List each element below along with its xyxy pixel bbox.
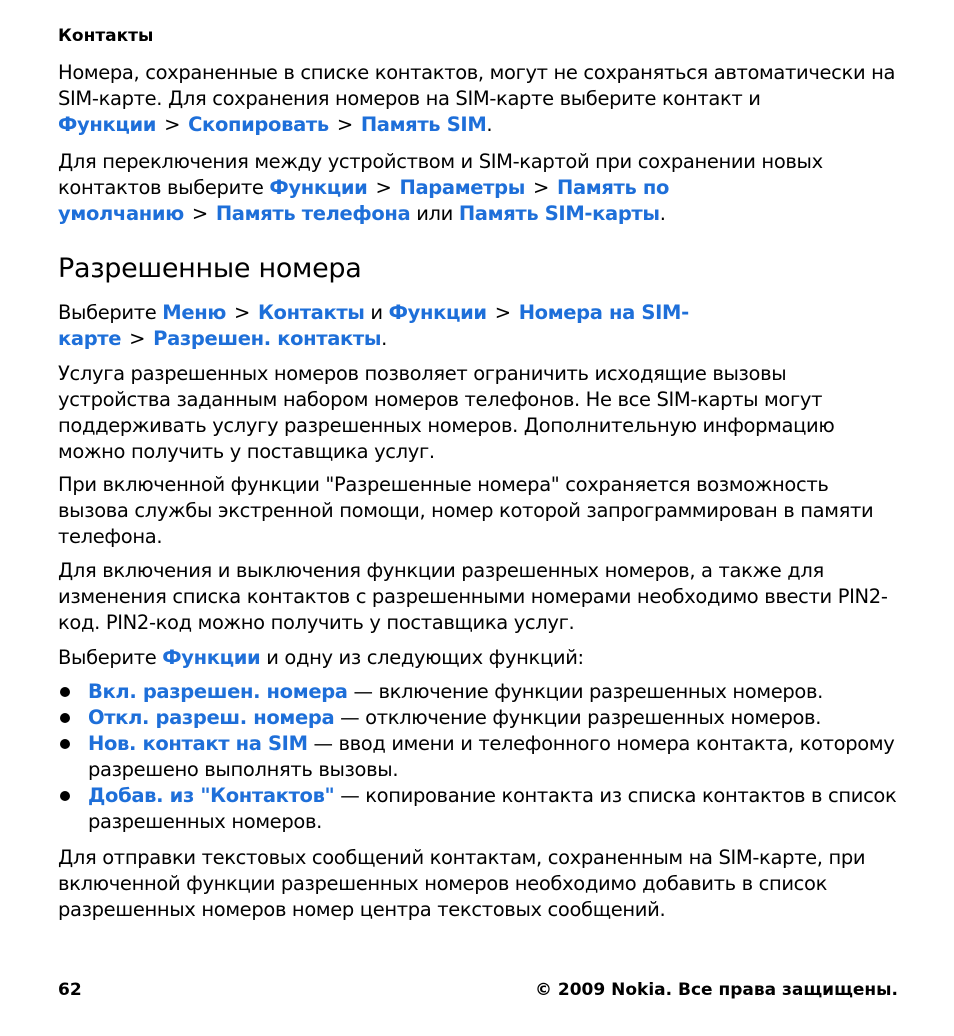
menu-path-functions: Функции <box>269 176 368 199</box>
function-label: Вкл. разрешен. номера <box>88 680 348 703</box>
paragraph-service-description: Услуга разрешенных номеров позволяет ограничить исходящие вызовы устройства заданным набором номеров телефонов. Не все SIM-карты могут поддерживать услугу разрешенных номеров. Дополнительную информацию можно получить у поставщика услуг. <box>58 362 835 463</box>
paragraph-text: Для переключения между устройством и SIM-картой при сохранении новых контактов выберите <box>58 150 823 199</box>
menu-separator: > <box>494 301 511 324</box>
paragraph-text: и <box>364 301 389 324</box>
menu-separator: > <box>336 113 353 136</box>
bullet-dot <box>60 739 70 749</box>
paragraph-text: Номера, сохраненные в списке контактов, могут не сохраняться автоматически на SIM-карте. Для сохранения номеров на SIM-карте выберите контакт и <box>58 61 896 110</box>
copyright-notice: © 2009 Nokia. Все права защищены. <box>534 980 898 1000</box>
menu-path-phone-memory: Память телефона <box>215 202 411 225</box>
list-item <box>58 679 898 705</box>
function-description: — отключение функции разрешенных номеров. <box>334 706 822 729</box>
menu-separator: > <box>233 301 250 324</box>
bullet-dot <box>60 791 70 801</box>
paragraph-text: . <box>659 202 666 225</box>
paragraph-text: или <box>410 202 459 225</box>
paragraph-text: Выберите <box>58 301 163 324</box>
paragraph-select-functions <box>58 645 898 671</box>
menu-path-copy: Скопировать <box>188 113 329 136</box>
function-label: Добав. из "Контактов" <box>88 784 335 807</box>
menu-path-menu: Меню <box>162 301 226 324</box>
section-header: Контакты <box>58 26 154 46</box>
paragraph-pin2: Для включения и выключения функции разрешенных номеров, а также для изменения списка контактов с разрешенными номерами необходимо ввести PIN2-код. PIN2-код можно получить у поставщика услуг. <box>58 559 888 634</box>
paragraph-text-messages: Для отправки текстовых сообщений контактам, сохраненным на SIM-карте, при включенной функции разрешенных номеров необходимо добавить в список разрешенных номеров номер центра текстовых сообщений. <box>58 846 866 921</box>
function-description: — включение функции разрешенных номеров. <box>347 680 823 703</box>
paragraph-text: . <box>381 327 388 350</box>
menu-path-functions: Функции <box>162 646 261 669</box>
menu-separator: > <box>533 176 550 199</box>
menu-separator: > <box>375 176 392 199</box>
menu-path-default-memory: Память по умолчанию <box>58 176 670 225</box>
paragraph-select-path <box>58 300 898 352</box>
menu-separator: > <box>129 327 146 350</box>
menu-path-functions: Функции <box>58 113 157 136</box>
function-description: — копирование контакта из списка контактов в список разрешенных номеров. <box>88 784 897 833</box>
list-item <box>58 705 898 731</box>
list-item <box>58 783 898 835</box>
menu-separator: > <box>164 113 181 136</box>
function-description: — ввод имени и телефонного номера контакта, которому разрешено выполнять вызовы. <box>88 732 895 781</box>
menu-separator: > <box>191 202 208 225</box>
paragraph-text: и одну из следующих функций: <box>260 646 584 669</box>
paragraph-memory-switch <box>58 149 898 227</box>
menu-path-settings: Параметры <box>399 176 526 199</box>
function-label: Откл. разреш. номера <box>88 706 335 729</box>
menu-path-contacts: Контакты <box>257 301 365 324</box>
page-number: 62 <box>58 980 82 1000</box>
bullet-dot <box>60 713 70 723</box>
section-heading: Разрешенные номера <box>58 253 362 284</box>
function-label: Нов. контакт на SIM <box>88 732 308 755</box>
paragraph-text: . <box>486 113 493 136</box>
menu-path-allowed-contacts: Разрешен. контакты <box>153 327 382 350</box>
paragraph-emergency-calls: При включенной функции "Разрешенные номера" сохраняется возможность вызова службы экстренной помощи, номер которой запрограммирован в памяти телефона. <box>58 473 874 548</box>
menu-path-functions: Функции <box>388 301 487 324</box>
paragraph-sim-copy <box>58 60 898 138</box>
bullet-dot <box>60 687 70 697</box>
list-item <box>58 731 898 783</box>
menu-path-sim-memory: Память SIM <box>360 113 487 136</box>
menu-path-sim-card-memory: Память SIM-карты <box>458 202 660 225</box>
paragraph-text: Выберите <box>58 646 163 669</box>
function-list <box>58 679 898 835</box>
menu-path-sim-numbers: Номера на SIM-карте <box>58 301 689 350</box>
